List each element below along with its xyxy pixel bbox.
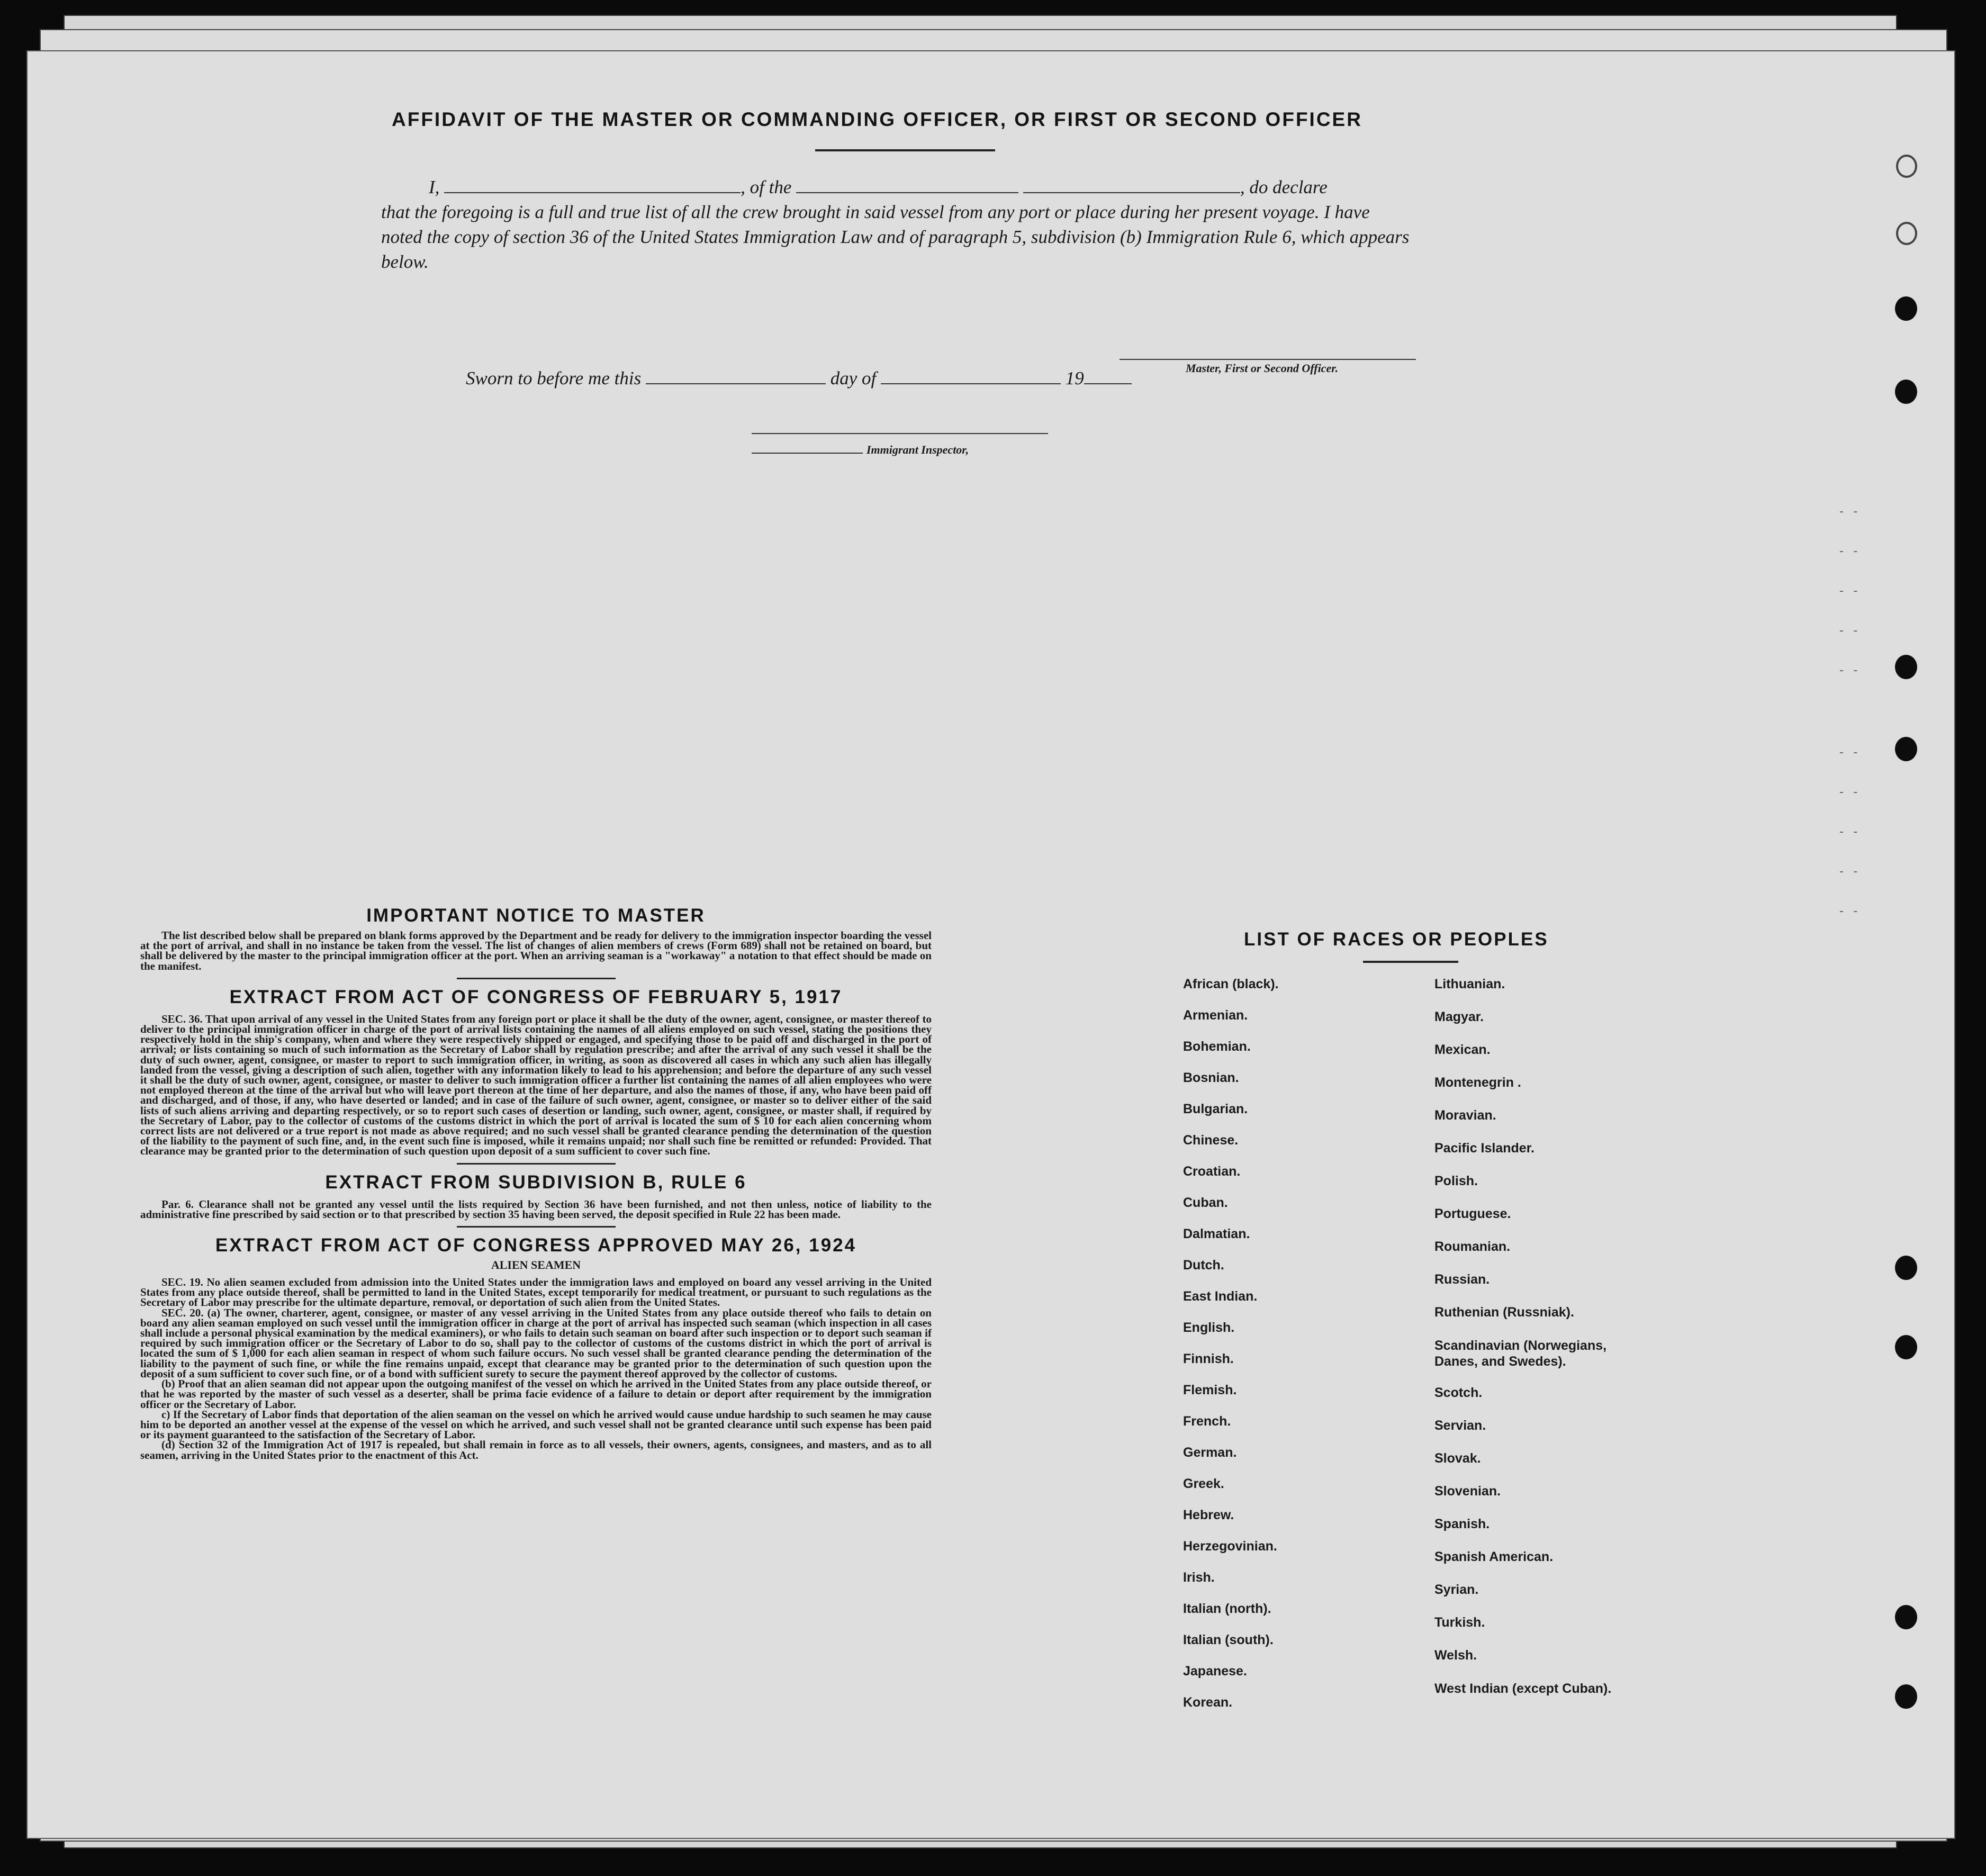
race-item: African (black). [1183,977,1279,991]
race-item: Turkish. [1434,1615,1485,1630]
race-item: Bohemian. [1183,1039,1251,1054]
races-title-underline [1363,961,1458,963]
race-item: French. [1183,1414,1231,1429]
extract-1924-title: EXTRACT FROM ACT OF CONGRESS APPROVED MAY 26, 1924 [215,1235,857,1256]
race-item: Dalmatian. [1183,1226,1250,1241]
race-item: Moravian. [1434,1108,1496,1123]
race-item: Polish. [1434,1174,1478,1188]
section-divider [457,1226,616,1228]
race-item: German. [1183,1445,1237,1460]
race-item: Servian. [1434,1418,1486,1433]
race-item: Mexican. [1434,1042,1491,1057]
margin-tick: - - [1838,786,1859,799]
sec20d-text: (d) Section 32 of the Immigration Act of 1917 is repealed, but shall remain in force as to all vessels, their owners, agents, consignees, and masters, and as to all seamen, arriving in the United States prior to the enactment of this Act. [140,1438,932,1462]
punch-hole-icon [1895,1335,1917,1359]
month-field[interactable] [881,369,1061,384]
vessel-field[interactable] [796,178,1018,193]
signature-label: Master, First or Second Officer. [1186,362,1339,375]
of-the-label: , of the [741,177,792,197]
race-item: Finnish. [1183,1351,1234,1366]
i-label: I, [429,177,440,197]
punch-hole-icon [1895,737,1917,761]
affidavit-body: that the foregoing is a full and true list of all the crew brought in said vessel from any port or place during her present voyage. I have noted the copy of section 36 of the United States Immigration Law and of paragraph 5, subdivision (b) Immigration Rule 6, which appears below. [381,202,1410,272]
race-item: Armenian. [1183,1008,1248,1023]
race-item: Dutch. [1183,1258,1224,1273]
margin-tick: - - [1838,545,1859,558]
punch-hole-icon [1895,1684,1917,1709]
sworn-line [466,368,1132,389]
sec19-text: SEC. 19. No alien seamen excluded from admission into the United States under the immigration laws and employed on board any vessel arriving in the United States from any place outside thereof, shall be permitted to land in the United States, except temporarily for medical treatment, or pursuant to such regulations as the Secretary of Labor may prescribe for the ultimate departure, removal, or deportation of such alien from the United States. [140,1276,932,1309]
race-item: Lithuanian. [1434,977,1505,991]
title-underline [815,149,995,151]
sec20a-text: SEC. 20. (a) The owner, charterer, agent, consignee, or master of any vessel arriving in the United States from any place outside thereof who fails to detain on board any alien seaman employed on such vessel until the immigration officer in charge at the port of arrival has inspected such seaman (which inspection in all cases shall include a personal physical examination by the medical examiners), or who fails to detain such seaman on board after such inspection or to deport such seaman if required by such immigration officer or the Secretary of Labor to do so, shall pay to the collector of customs of the customs district in which the port of arrival is located the sum of $ 1,000 for each alien seaman in respect of whom such failure occurs. No such vessel shall be granted clearance pending the determination of the liability to the payment of such fine, or while the fine remains unpaid, except that clearance may be granted prior to the determination of such question upon the deposit of a sum sufficient to cover such fine, or of a bond with sufficient surety to secure the payment thereof approved by the collector of customs. [140,1306,932,1380]
race-item: Spanish. [1434,1517,1490,1531]
extract-1917-title: EXTRACT FROM ACT OF CONGRESS OF FEBRUARY 5, 1917 [229,986,843,1007]
inspector-signature-line-2[interactable] [752,453,863,454]
margin-tick: - - [1838,865,1859,879]
margin-tick: - - [1838,585,1859,598]
punch-hole-icon [1895,380,1917,404]
race-item: Hebrew. [1183,1508,1234,1522]
race-item: Bulgarian. [1183,1102,1248,1116]
section-divider [457,1163,616,1165]
extract-rule6-text: Par. 6. Clearance shall not be granted any vessel until the lists required by Section 36 have been furnished, and not then unless, notice of liability to the administrative fine prescribed by said section or to that prescribed by section 35 having been served, the deposit specified in Rule 22 has been made. [140,1197,932,1221]
race-item: Syrian. [1434,1582,1479,1597]
sec20b-text: (b) Proof that an alien seaman did not appear upon the outgoing manifest of the vessel on which he arrived in the United States from any place outside thereof, or that he was reported by the master of such vessel as a deserter, shall be prima facie evidence of a failure to detain or deport after requirement by the immigration officer or the Secretary of Labor. [140,1377,932,1411]
punch-hole-icon [1896,155,1917,178]
race-item: Welsh. [1434,1648,1477,1663]
officer-name-field[interactable] [444,178,741,193]
punch-hole-icon [1895,1256,1917,1280]
extract-1917-text: SEC. 36. That upon arrival of any vessel in the United States from any foreign port or place it shall be the duty of the owner, agent, consignee, or master thereof to deliver to the principal immigration officer in charge of the port of arrival lists containing the names of all aliens employed on such vessel, stating the positions they respectively hold in the ship's company, when and where they were respectively shipped or engaged, and specifying those to be paid off and discharged in the port of arrival; or lists containing so much of such information as the Secretary of Labor shall by regulation prescribe; and after the arrival of any such vessel it shall be the duty of such owner, agent, consignee, or master to report to such immigration officer, in writing, as soon as discovered all cases in which any such alien has illegally landed from the vessel, giving a description of such alien, together with any information likely to lead to his apprehension; and before the departure of any such vessel it shall be the duty of such owner, agent, consignee, or master to deliver to such immigration officer a further list containing the names of all alien employees who were not employed thereon at the time of the arrival but who will leave port thereon at the time of her departure, and also the names of those, if any, who have been paid off and discharged, and of those, if any, who have deserted or landed; and in case of the failure of such owner, agent, consignee, or master so to deliver either of the said lists of such aliens arriving and departing respectively, or so to report such cases of desertion or landing, such owner, agent, consignee, or master shall, if required by the Secretary of Labor, pay to the collector of customs of the customs district in which the port of arrival is located the sum of $ 10 for each alien concerning whom correct lists are not delivered or a true report is not made as above required; and no such vessel shall be granted clearance pending the determination of the question of the liability to the payment of such fine, and, in the event such fine is imposed, while it remains unpaid; nor shall such fine be remitted or refunded: Provided. That clearance may be granted prior to the determination of such question upon deposit of a sum sufficient to cover such fine. [140,1012,932,1158]
race-item: East Indian. [1183,1289,1258,1304]
race-item: Irish. [1183,1570,1215,1585]
race-item: Korean. [1183,1695,1233,1710]
race-item: Portuguese. [1434,1206,1511,1221]
affidavit-declaration [381,175,1413,274]
margin-tick: - - [1838,905,1859,918]
race-item: Spanish American. [1434,1549,1554,1564]
sworn-label: Sworn to before me this [466,368,642,389]
race-item: Slovenian. [1434,1484,1501,1499]
legal-notice-column [140,905,932,1460]
notice-title: IMPORTANT NOTICE TO MASTER [366,905,706,926]
do-declare-label: , do declare [1240,177,1328,197]
sec20c-text: c) If the Secretary of Labor finds that deportation of the alien seaman on the vessel on which he arrived would cause undue hardship to such seamen he may cause him to be deported an another vessel at the expense of the vessel on which he arrived, and such vessel shall not be granted clearance until such expense has been paid or its payment guaranteed to the satisfaction of the Secretary of Labor. [140,1408,932,1441]
race-item: English. [1183,1320,1235,1335]
race-item: Slovak. [1434,1451,1481,1466]
margin-tick: - - [1838,625,1859,638]
race-item: Japanese. [1183,1664,1247,1679]
race-item: West Indian (except Cuban). [1434,1681,1612,1696]
race-item: Russian. [1434,1272,1490,1287]
race-item: Croatian. [1183,1164,1241,1179]
race-item: Montenegrin . [1434,1075,1521,1090]
affidavit-title: AFFIDAVIT OF THE MASTER OR COMMANDING OFFICER, OR FIRST OR SECOND OFFICER [392,109,1362,130]
race-item: Italian (north). [1183,1601,1271,1616]
margin-tick: - - [1838,746,1859,760]
margin-tick: - - [1838,664,1859,678]
section-divider [457,978,616,979]
year-prefix: 19 [1065,368,1084,389]
punch-hole-icon [1895,655,1917,679]
punch-hole-icon [1896,222,1917,245]
day-field[interactable] [646,369,826,384]
race-item: Scandinavian (Norwegians, Danes, and Swedes). [1434,1338,1607,1369]
race-item: Cuban. [1183,1195,1228,1210]
year-field[interactable] [1084,369,1132,384]
notice-text: The list described below shall be prepared on blank forms approved by the Department and be ready for delivery to the immigration inspector boarding the vessel at the port of arrival, and shall in no instance be taken from the vessel. The list of changes of alien members of crews (Form 689) shall not be retained on board, but shall be delivered by the master to the principal immigration officer at the port. When an arriving seaman is a "workaway" a notation to that effect should be made on the manifest. [140,929,932,972]
race-item: Herzegovinian. [1183,1539,1277,1554]
race-item: Ruthenian (Russniak). [1434,1305,1574,1320]
race-item: Scotch. [1434,1385,1483,1400]
extract-rule6-title: EXTRACT FROM SUBDIVISION B, RULE 6 [325,1171,747,1193]
inspector-signature-line[interactable] [752,433,1048,434]
signature-line[interactable] [1120,359,1416,360]
margin-tick: - - [1838,506,1859,519]
race-item: Greek. [1183,1476,1224,1491]
races-title: LIST OF RACES OR PEOPLES [1244,929,1549,950]
vessel-field-2[interactable] [1023,178,1240,193]
race-item: Chinese. [1183,1133,1239,1148]
alien-seamen-subtitle: ALIEN SEAMEN [491,1258,581,1272]
race-item: Flemish. [1183,1383,1237,1397]
race-item: Magyar. [1434,1009,1484,1024]
punch-hole-icon [1895,1605,1917,1629]
race-item: Bosnian. [1183,1070,1239,1085]
punch-hole-icon [1895,296,1917,321]
margin-tick: - - [1838,826,1859,839]
inspector-label: Immigrant Inspector, [866,443,969,456]
day-of-label: day of [830,368,877,389]
race-item: Pacific Islander. [1434,1141,1534,1156]
race-item: Roumanian. [1434,1239,1511,1254]
race-item: Italian (south). [1183,1633,1274,1647]
